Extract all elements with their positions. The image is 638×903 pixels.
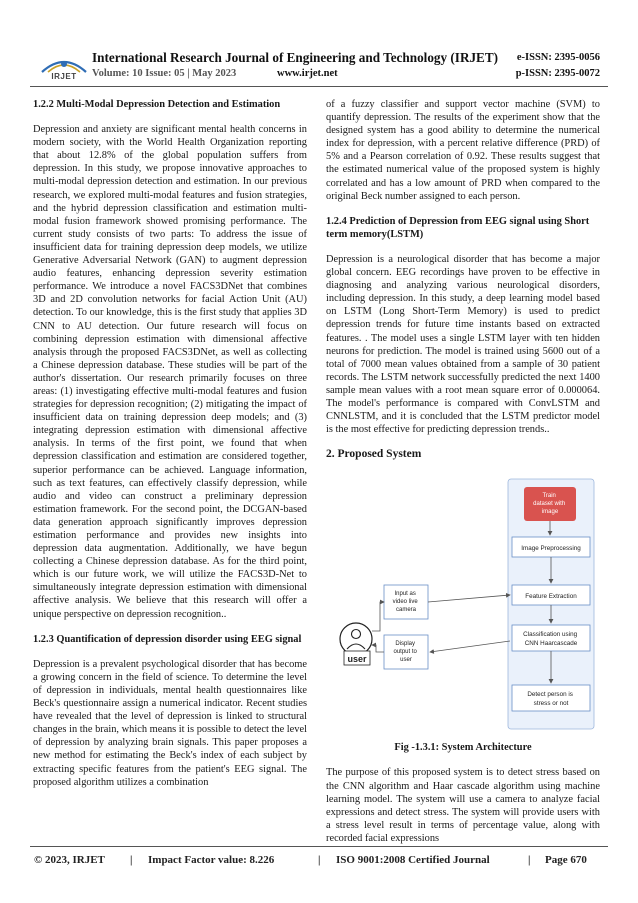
detect-stress-box [512,685,590,711]
input-camera-label: Input as video live camera [392,591,418,614]
image-preprocessing-label: Image Preprocessing [521,545,581,553]
user-icon [340,623,372,665]
section-heading-1-2-2: 1.2.2 Multi-Modal Depression Detection and Estimation [33,99,281,110]
iso-certification: ISO 9001:2008 Certified Journal [336,854,490,866]
impact-factor: Impact Factor value: 8.226 [148,854,275,866]
footer-separator: | [318,854,321,866]
paragraph: The purpose of this proposed system is to detect stress based on the CNN algorithm and Haar cascade algorithm using machine learning model. The system will use a camera to analyze facial expressions and detect stress. The system will provide users with a stress level result in terms of percentage value, along with recorded facial expressions [326,767,600,844]
logo-text: IRJET [51,72,77,81]
pissn: p-ISSN: 2395-0072 [515,68,600,79]
detect-stress-label: Detect person is stress or not [527,691,573,708]
header-divider [30,86,608,87]
website-link[interactable]: www.irjet.net [277,68,338,79]
section-heading-proposed-system: 2. Proposed System [326,448,422,461]
feature-extraction-label: Feature Extraction [525,593,577,601]
right-column [326,98,600,857]
paragraph: Depression is a prevalent psychological disorder that has become a growing concern in the field of science. To determine the level of depression in individuals, mental health questionnaires like Beck's questionnaire assign a numerical indicator. Recent studies have revealed that the level of depression is linked to structural changes in the brain, which means it is possible to detect the level of depression by analyzing brain signals. This paper proposes a new method for estimating the Beck's index of each subject by extracting specific features from the patient's EEG signal. The proposed algorithm utilizes a combination [33,658,307,788]
paragraph: of a fuzzy classifier and support vector machine (SVM) to quantify depression. The results of the experiment show that the designed system has a good ability to determine the numerical index for depression, with a percent relative difference (PRD) of 5% and a Pearson correlation of 0.92. These results suggest that the estimated numerical value of the proposed system is highly correlated and has a low amount of PRD when compared to the original Beck number assigned to each person. [326,99,600,202]
footer-separator: | [130,854,133,866]
classification-label: Classification using CNN Haarcascade [523,631,578,648]
figure-caption: Fig -1.3.1: System Architecture [394,742,532,754]
svg-text:user: user [347,654,367,665]
footer-separator: | [528,854,531,866]
page-footer [30,854,608,872]
journal-title: International Research Journal of Engineering and Technology (IRJET) [92,50,499,65]
copyright: © 2023, IRJET [34,854,105,866]
page-number: Page 670 [545,854,587,866]
footer-divider [30,846,608,847]
system-architecture-figure [326,473,600,735]
eissn: e-ISSN: 2395-0056 [516,52,600,63]
volume-issue: Volume: 10 Issue: 05 | May 2023 [92,68,237,79]
section-heading-1-2-3: 1.2.3 Quantification of depression disorder using EEG signal [33,633,302,645]
left-column [33,98,307,801]
page-header [0,0,638,88]
section-heading-1-2-4: 1.2.4 Prediction of Depression from EEG signal using Short term memory(LSTM) [326,215,590,240]
display-output-label: Display output to user [393,641,417,664]
paragraph: Depression is a neurological disorder that has become a major global concern. EEG recordings have proven to be effective in diagnosing and analyzing various neurological disorders, including depression. In this study, a deep learning model based on LSTM (Long Short-Term Memory) is used to predict depression trends for future time instants based on extracted features. . The model uses a single LSTM layer with ten hidden neurons for prediction. The model is trained using 5600 out of a total of 7000 mean values obtained from a sample of 30 patient records. The LSTM network successfully predicted the next 1400 sample mean values with a root mean square error of 0.000064. The model's performance is compared with ConvLSTM and CNNLSTM, and it is concluded that the LSTM predictor model is the most effective for predicting depression trends.. [326,253,600,436]
classification-box [512,625,590,651]
train-dataset-label: Train dataset with image [533,493,566,516]
paragraph: Depression and anxiety are significant mental health concerns in modern society, with the World Health Organization reporting that about 12.8% of the global population suffers from depression. In this study, we propose innovative approaches to multi-modal depression detection and estimation. In our previous research, we explored multi-modal features and fusion strategies, and the hybrid depression classification and estimation multi-modal fusion framework showed promising performance. The current study consists of two parts: To address the issue of insufficient data for training depression deep models, we utilize Generative Adversarial Network (GAN) to augment depression audio features, enhancing depression severity estimation performance. We introduce a novel FACS3DNet that combines 3D and 2D convolution networks for facial Action Unit (AU) detection. To our knowledge, this is the first study that applies 3D CNN to AU detection. Our future research will focus on combining depression estimation with dimensional affective analysis through the proposed FACS3DNet, as well as collecting a Chinese depression database. These studies will be part of the author's dissertation. Our research primarily focuses on three areas: (1) investigating effective multi-modal features and fusion strategies for depression recognition; (2) mitigating the impact of insufficient data on training depression deep models; and (3) integrating depression estimation with dimensional affective analysis. In terms of the first point, we found that when depression classification and estimation are considered together, superior performance can be achieved. Language information, such as text features, can effectively classify depression, while audio and video can construct a preliminary depression estimation framework. For the second point, the DCGAN-based data generation approach significantly improves depression estimation performance and provides new insights into depression data augmentation. Additionally, we have begun collecting a Chinese depression database. As for the third point, which is our future work, we will utilize the FACS3D-Net to simultaneously integrate depression estimation with dimensional affective analysis. We believe that this research will offer a unique perspective on depression recognition.. [33,124,307,620]
